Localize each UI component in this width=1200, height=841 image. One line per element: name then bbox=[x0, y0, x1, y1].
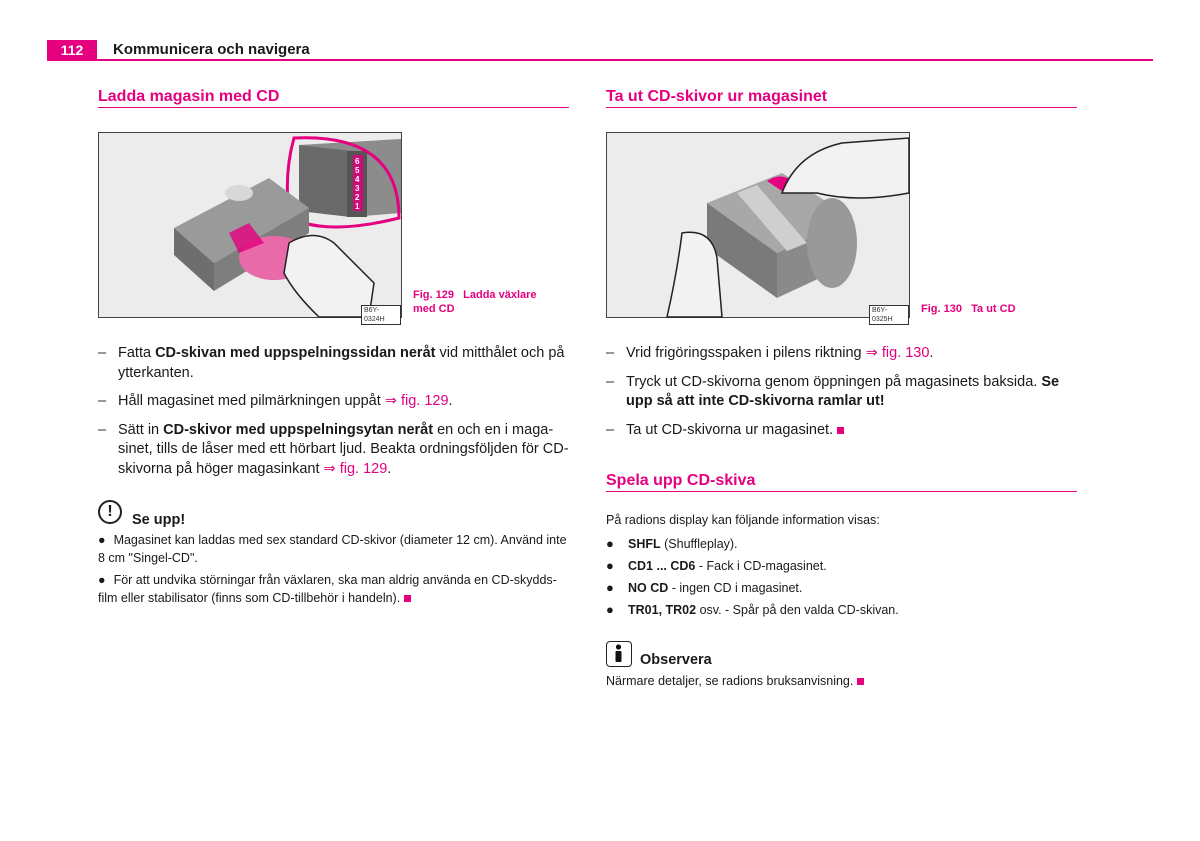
section-title-load: Ladda magasin med CD bbox=[98, 88, 280, 105]
caption-text-2: med CD bbox=[413, 303, 455, 315]
end-marker bbox=[857, 678, 864, 685]
list-item: – Sätt in CD-skivor med uppspelningsytan neråt en och en i maga-sinet, tills de låser med ett hörbart ljud. Beakta ordningsföljden för CD-skivorna på höger magasinkant ⇒ fig. 129. bbox=[98, 421, 569, 477]
figure-130 bbox=[606, 132, 910, 323]
list-item: ● TR01, TR02 osv. - Spår på den valda CD-skivan. bbox=[606, 602, 899, 617]
list-item: – Fatta CD-skivan med uppspelningssidan neråt vid mitthålet och på ytterkanten. bbox=[98, 345, 565, 381]
slot-number-1: 1 bbox=[355, 202, 360, 211]
figure-link[interactable]: ⇒ fig. 129 bbox=[323, 460, 388, 477]
figure-code: B6Y-0325H bbox=[869, 305, 909, 325]
running-title: Kommunicera och navigera bbox=[113, 41, 310, 58]
section-title-remove: Ta ut CD-skivor ur magasinet bbox=[606, 88, 828, 105]
section-rule bbox=[98, 107, 569, 108]
caution-bullets bbox=[98, 531, 570, 611]
slot-number-3: 3 bbox=[355, 184, 360, 193]
header-rule bbox=[47, 59, 1153, 61]
end-marker bbox=[837, 427, 844, 434]
info-icon bbox=[606, 641, 632, 667]
list-item: – Håll magasinet med pilmärkningen uppåt ⇒ fig. 129. bbox=[98, 393, 453, 409]
figure-link[interactable]: ⇒ fig. 130 bbox=[865, 345, 930, 361]
display-items bbox=[606, 535, 1078, 623]
caution-icon: ! bbox=[98, 500, 122, 524]
list-item: ● NO CD - ingen CD i magasinet. bbox=[606, 580, 803, 595]
info-icon-glyph bbox=[607, 642, 630, 665]
list-item: ● SHFL (Shuffleplay). bbox=[606, 536, 738, 551]
figure-link[interactable]: ⇒ fig. 129 bbox=[384, 393, 449, 409]
end-marker bbox=[404, 595, 411, 602]
figure-code: B6Y-0324H bbox=[361, 305, 401, 325]
section-rule bbox=[606, 491, 1077, 492]
list-item: – Ta ut CD-skivorna ur magasinet. bbox=[606, 421, 1078, 441]
slot-number-2: 2 bbox=[355, 193, 360, 202]
page-number: 112 bbox=[47, 40, 97, 60]
figure-130-caption bbox=[921, 302, 1016, 316]
page-header bbox=[47, 40, 1153, 62]
note-title: Observera bbox=[640, 652, 712, 668]
list-item: ● CD1 ... CD6 - Fack i CD-magasinet. bbox=[606, 558, 827, 573]
list-item: – Tryck ut CD-skivorna genom öppningen på magasinets baksida. Se upp så att inte CD-skivorna ramlar ut! bbox=[606, 373, 1060, 409]
list-item: ● Magasinet kan laddas med sex standard CD-skivor (diameter 12 cm). Använd inte 8 cm "Singel-CD". bbox=[98, 533, 567, 565]
figure-129 bbox=[98, 132, 402, 323]
section-rule bbox=[606, 107, 1077, 108]
figure-129-caption bbox=[413, 288, 537, 316]
slot-number-4: 4 bbox=[355, 175, 360, 184]
remove-steps bbox=[606, 344, 1078, 449]
figure-130-illustration bbox=[607, 133, 909, 317]
caption-text: Ladda växlare bbox=[463, 289, 537, 301]
list-item: ● För att undvika störningar från växlaren, ska man aldrig använda en CD-skydds-film eller stabilisator (finns som CD-tillbehör i handeln). bbox=[98, 573, 557, 605]
figure-129-illustration bbox=[99, 133, 401, 317]
slot-number-5: 5 bbox=[355, 166, 360, 175]
display-intro: På radions display kan följande information visas: bbox=[606, 513, 880, 527]
load-steps bbox=[98, 344, 570, 488]
section-title-play: Spela upp CD-skiva bbox=[606, 472, 756, 489]
caution-title: Se upp! bbox=[132, 512, 186, 528]
caption-number: Fig. 129 bbox=[413, 289, 454, 301]
caption-text: Ta ut CD bbox=[971, 303, 1016, 315]
note-text: Närmare detaljer, se radions bruksanvisning. bbox=[606, 672, 864, 690]
caption-number: Fig. 130 bbox=[921, 303, 962, 315]
slot-number-6: 6 bbox=[355, 157, 360, 166]
list-item: – Vrid frigöringsspaken i pilens riktning ⇒ fig. 130. bbox=[606, 345, 934, 361]
